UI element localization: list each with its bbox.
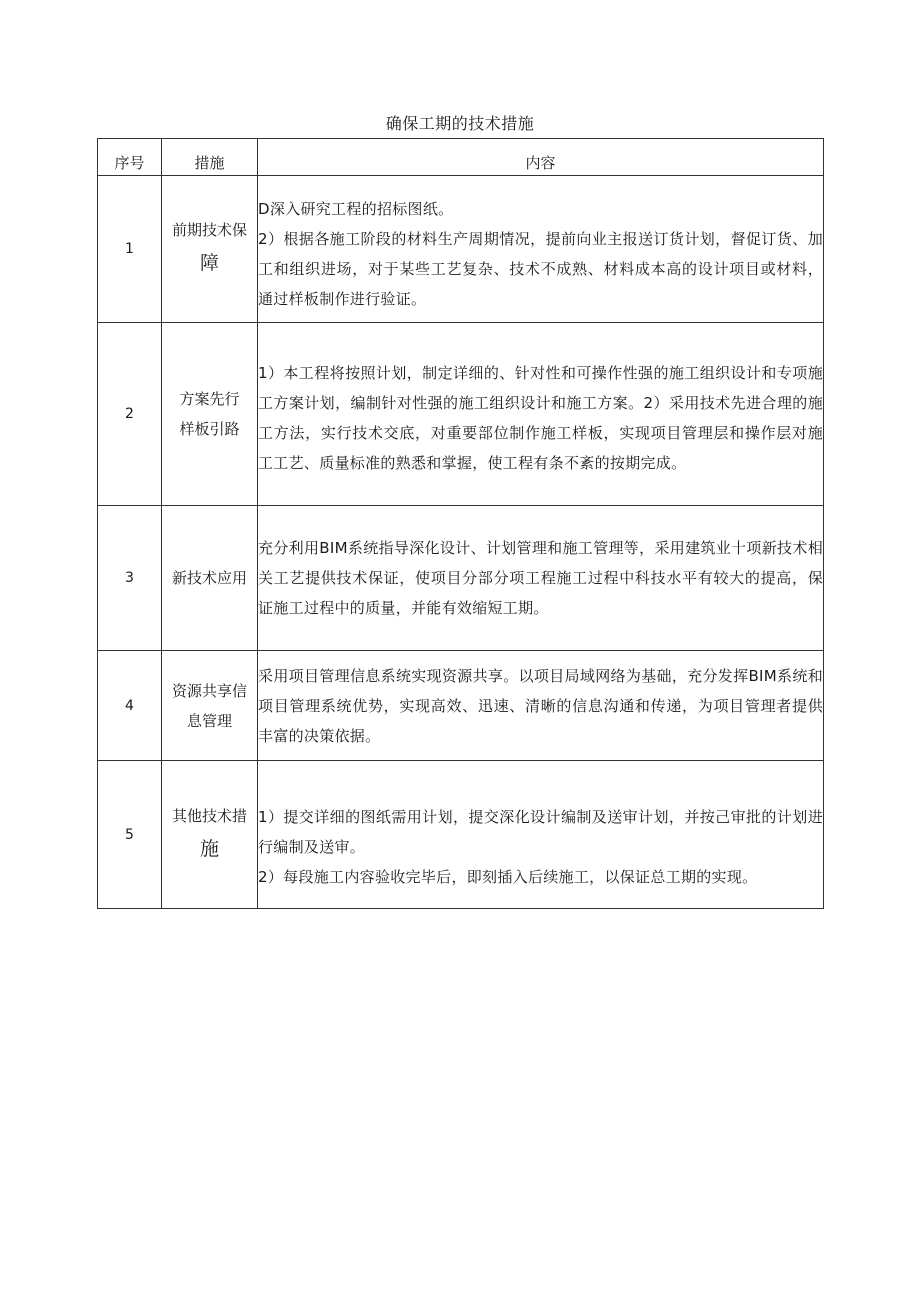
table-header-row bbox=[98, 139, 824, 176]
measure-name-line1: 方案先行 bbox=[179, 390, 240, 408]
measure-content bbox=[258, 176, 824, 323]
content-paragraph: 1）本工程将按照计划，制定详细的、针对性和可操作性强的施工组织设计和专项施工方案计划，编制针对性强的施工组织设计和施工方案。2）采用技术先进合理的施工方法，实行技术交底，对重要部位制作施工样板，实现项目管理层和操作层对施工工艺、质量标准的熟悉和掌握，使工程有条不紊的按期完成。 bbox=[258, 364, 823, 472]
table-row bbox=[98, 323, 824, 506]
table-row bbox=[98, 761, 824, 909]
row-number: 2 bbox=[98, 323, 162, 506]
header-content: 内容 bbox=[258, 139, 824, 176]
measure-content bbox=[258, 761, 824, 909]
measure-content bbox=[258, 651, 824, 761]
technical-measures-table bbox=[97, 138, 824, 909]
measure-name bbox=[162, 176, 258, 323]
document-title: 确保工期的技术措施 bbox=[385, 114, 535, 133]
measure-content bbox=[258, 323, 824, 506]
row-number: 3 bbox=[98, 506, 162, 651]
content-paragraph: 采用项目管理信息系统实现资源共享。以项目局域网络为基础，充分发挥BIM系统和项目管理系统优势，实现高效、迅速、清晰的信息沟通和传递，为项目管理者提供丰富的决策依据。 bbox=[258, 666, 823, 745]
table-row bbox=[98, 651, 824, 761]
row-number: 5 bbox=[98, 761, 162, 909]
measure-name-line2: 施 bbox=[199, 837, 219, 860]
measure-name-line2: 障 bbox=[199, 252, 219, 274]
table-row bbox=[98, 176, 824, 323]
measure-name-line1: 其他技术措 bbox=[171, 806, 247, 825]
content-paragraph: 充分利用BIM系统指导深化设计、计划管理和施工管理等，采用建筑业十项新技术相关工艺提供技术保证，使项目分部分项工程施工过程中科技水平有较大的提高，保证施工过程中的质量，并能有效缩短工期。 bbox=[258, 539, 823, 617]
measure-name bbox=[162, 506, 258, 651]
content-paragraph: 1）提交详细的图纸需用计划，提交深化设计编制及送审计划，并按己审批的计划进行编制及送审。 bbox=[258, 807, 823, 856]
header-no: 序号 bbox=[98, 139, 162, 176]
measure-name-line1: 资源共享信 bbox=[171, 681, 247, 700]
measure-name-line2: 息管理 bbox=[186, 711, 232, 730]
measure-name-line1: 前期技术保 bbox=[171, 221, 247, 239]
measure-content bbox=[258, 506, 824, 651]
content-paragraph: 2）根据各施工阶段的材料生产周期情况，提前向业主报送订货计划，督促订货、加工和组织进场，对于某些工艺复杂、技术不成熟、材料成本高的设计项目或材料，通过样板制作进行验证。 bbox=[258, 230, 823, 308]
measure-name bbox=[162, 651, 258, 761]
measure-name bbox=[162, 323, 258, 506]
measure-name bbox=[162, 761, 258, 909]
table-row bbox=[98, 506, 824, 651]
header-measure: 措施 bbox=[162, 139, 258, 176]
measure-name-line1: 新技术应用 bbox=[171, 569, 247, 587]
row-number: 1 bbox=[98, 176, 162, 323]
content-paragraph: D深入研究工程的招标图纸。 bbox=[258, 200, 454, 218]
measure-name-line2: 样板引路 bbox=[179, 420, 240, 438]
row-number: 4 bbox=[98, 651, 162, 761]
content-paragraph: 2）每段施工内容验收完毕后，即刻插入后续施工，以保证总工期的实现。 bbox=[258, 867, 758, 886]
